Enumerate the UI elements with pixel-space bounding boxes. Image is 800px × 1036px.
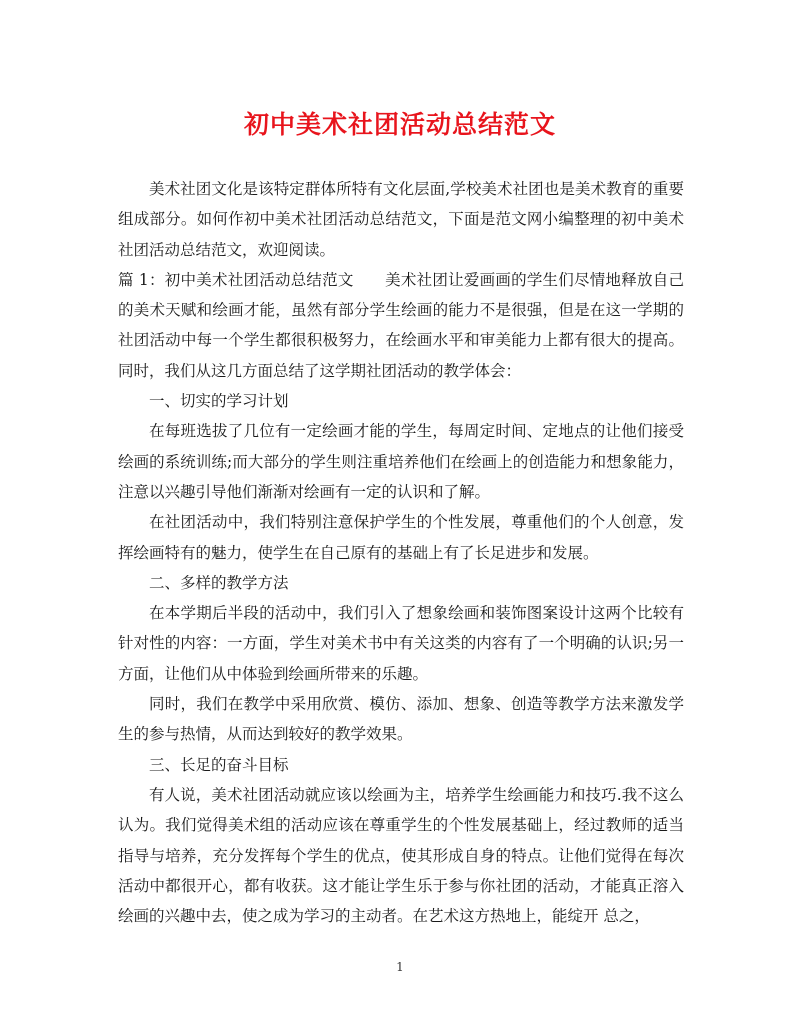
heading-learning-plan: 一、切实的学习计划	[149, 392, 289, 411]
paragraph: 在每班选拔了几位有一定绘画才能的学生，每周定时间、定地点的让他们接受绘画的系统训练;而大部分的学生则注重培养他们在绘画上的创造能力和想象能力，注意以兴趣引导他们渐渐对绘画有一定的认识和了解。	[118, 422, 684, 501]
paragraph: 同时，我们在教学中采用欣赏、模仿、添加、想象、创造等教学方法来激发学生的参与热情，从而达到较好的教学效果。	[118, 695, 684, 744]
document-body	[118, 174, 684, 931]
paragraph: 在本学期后半段的活动中，我们引入了想象绘画和装饰图案设计这两个比较有针对性的内容：一方面，学生对美术书中有关这类的内容有了一个明确的认识;另一方面，让他们从中体验到绘画所带来的乐趣。	[118, 604, 684, 683]
page-number: 1	[396, 960, 404, 974]
paragraph: 有人说，美术社团活动就应该以绘画为主，培养学生绘画能力和技巧.我不这么认为。我们觉得美术组的活动应该在尊重学生的个性发展基础上，经过教师的适当指导与培养，充分发挥每个学生的优点，使其形成自身的特点。让他们觉得在每次活动中都很开心，都有收获。这才能让学生乐于参与你社团的活动，才能真正溶入绘画的兴趣中去，使之成为学习的主动者。在艺术这方热地上，能绽开 总之，	[118, 785, 684, 926]
paragraph-intro: 美术社团文化是该特定群体所特有文化层面,学校美术社团也是美术教育的重要组成部分。如何作初中美术社团活动总结范文，下面是范文网小编整理的初中美术社团活动总结范文，欢迎阅读。	[118, 180, 684, 259]
paragraph-section-1: 篇 1：初中美术社团活动总结范文 美术社团让爱画画的学生们尽情地释放自己的美术天赋和绘画才能，虽然有部分学生绘画的能力不是很强，但是在这一学期的社团活动中每一个学生都很积极努力，在绘画水平和审美能力上都有很大的提高。同时，我们从这几方面总结了这学期社团活动的教学体会：	[118, 270, 684, 380]
paragraph: 在社团活动中，我们特别注意保护学生的个性发展，尊重他们的个人创意，发挥绘画特有的魅力，使学生在自己原有的基础上有了长足进步和发展。	[118, 513, 684, 562]
document-title: 初中美术社团活动总结范文	[243, 110, 556, 139]
heading-teaching-methods: 二、多样的教学方法	[149, 573, 289, 592]
heading-goals: 三、长足的奋斗目标	[149, 755, 289, 774]
